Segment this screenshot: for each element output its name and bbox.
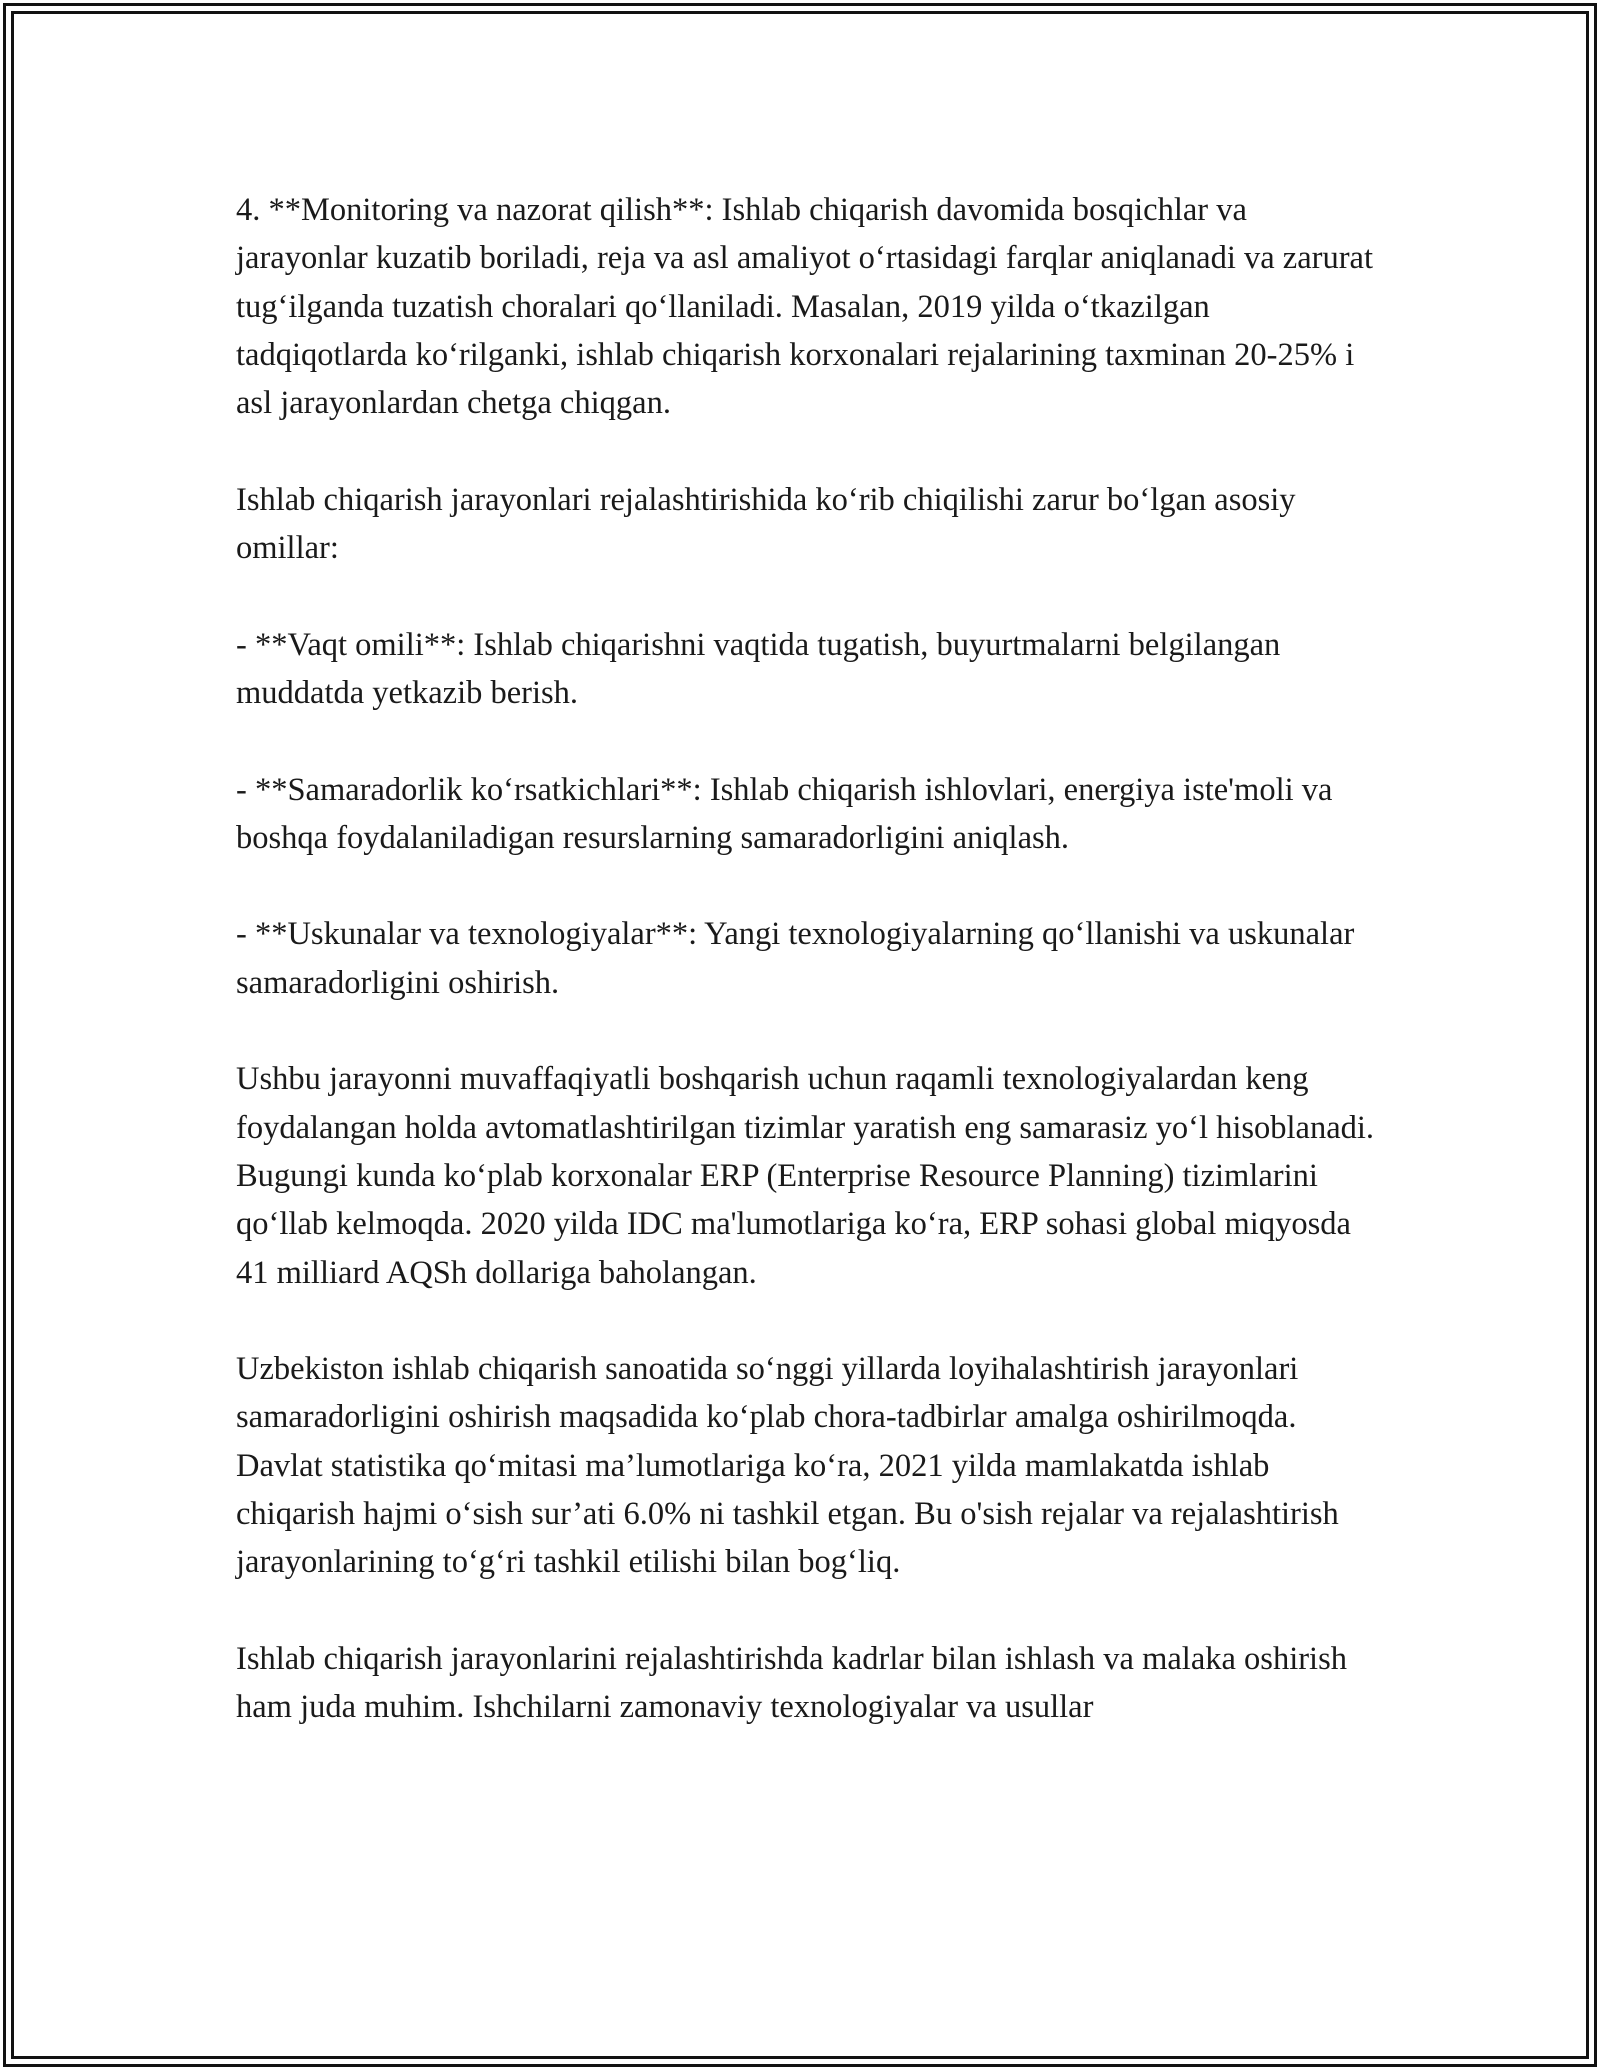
list-item-time-factor: - **Vaqt omili**: Ishlab chiqarishni vaqtida tugatish, buyurtmalarni belgilangan muddatda yetkazib berish. xyxy=(236,626,1281,711)
paragraph-personnel: Ishlab chiqarish jarayonlarini rejalashtirishda kadrlar bilan ishlash va malaka oshirish ham juda muhim. Ishchilarni zamonaviy texnologiyalar va usullar xyxy=(236,1640,1347,1726)
paragraph-monitoring: 4. **Monitoring va nazorat qilish**: Ishlab chiqarish davomida bosqichlar va jarayonlar kuzatib boriladi, reja va asl amaliyot o‘rtasidagi farqlar aniqlanadi va zarurat tug‘ilganda tuzatish choralari qo‘llaniladi. Masalan, 2019 yilda o‘tkazilgan tadqiqotlarda ko‘rilganki, ishlab chiqarish korxonalari rejalarining taxminan 20-25% i asl jarayonlardan chetga chiqgan. xyxy=(236,192,1373,422)
list-item-equipment: - **Uskunalar va texnologiyalar**: Yangi texnologiyalarning qo‘llanishi va uskunalar samaradorligini oshirish. xyxy=(236,916,1355,1001)
document-body xyxy=(236,186,1376,1732)
paragraph-uzbekistan: Uzbekiston ishlab chiqarish sanoatida so‘nggi yillarda loyihalashtirish jarayonlari samaradorligini oshirish maqsadida ko‘plab chora-tadbirlar amalga oshirilmoqda. Davlat statistika qo‘mitasi ma’lumotlariga ko‘ra, 2021 yilda mamlakatda ishlab chiqarish hajmi o‘sish sur’ati 6.0% ni tashkil etgan. Bu o'sish rejalar va rejalashtirish jarayonlarining to‘g‘ri tashkil etilishi bilan bog‘liq. xyxy=(236,1351,1339,1581)
paragraph-erp: Ushbu jarayonni muvaffaqiyatli boshqarish uchun raqamli texnologiyalardan keng foydalangan holda avtomatlashtirilgan tizimlar yaratish eng samarasiz yo‘l hisoblanadi. Bugungi kunda ko‘plab korxonalar ERP (Enterprise Resource Planning) tizimlarini qo‘llab kelmoqda. 2020 yilda IDC ma'lumotlariga ko‘ra, ERP sohasi global miqyosda 41 milliard AQSh dollariga baholangan. xyxy=(236,1061,1375,1291)
list-item-efficiency: - **Samaradorlik ko‘rsatkichlari**: Ishlab chiqarish ishlovlari, energiya iste'moli va boshqa foydalaniladigan resurslarning samaradorligini aniqlash. xyxy=(236,771,1333,856)
paragraph-factors-intro: Ishlab chiqarish jarayonlari rejalashtirishida ko‘rib chiqilishi zarur bo‘lgan asosiy omillar: xyxy=(236,481,1296,567)
